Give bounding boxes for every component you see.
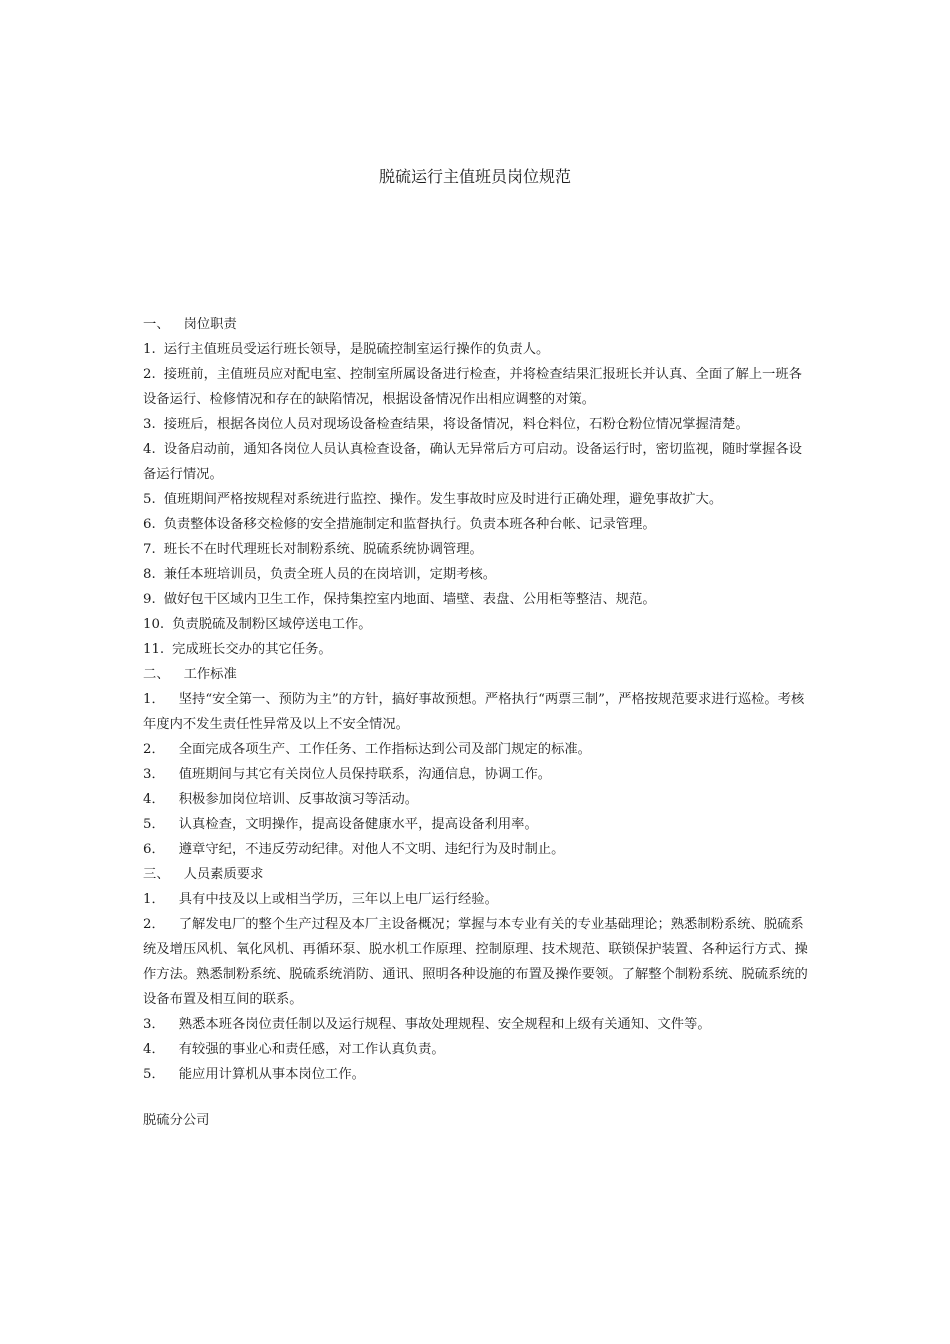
- list-item: 3. 接班后，根据各岗位人员对现场设备检查结果，将设备情况，料仓料位，石粉仓粉位情况掌握清楚。: [143, 417, 749, 432]
- list-item: 9. 做好包干区域内卫生工作，保持集控室内地面、墙壁、表盘、公用柜等整洁、规范。: [143, 592, 656, 607]
- list-item: 6. 负责整体设备移交检修的安全措施制定和监督执行。负责本班各种台帐、记录管理。: [143, 517, 656, 532]
- list-item: 7. 班长不在时代理班长对制粉系统、脱硫系统协调管理。: [143, 542, 483, 557]
- list-item: 11. 完成班长交办的其它任务。: [143, 642, 332, 657]
- section-heading-standards: 二、 工作标准: [143, 667, 237, 682]
- list-item: 5． 能应用计算机从事本岗位工作。: [143, 1067, 365, 1082]
- list-item: 4． 有较强的事业心和责任感，对工作认真负责。: [143, 1042, 445, 1057]
- list-item: 4. 设备启动前，通知各岗位人员认真检查设备，确认无异常后方可启动。设备运行时，密切监视，随时掌握各设备运行情况。: [143, 442, 802, 482]
- list-item: 10. 负责脱硫及制粉区域停送电工作。: [143, 617, 372, 632]
- list-item: 8. 兼任本班培训员，负责全班人员的在岗培训，定期考核。: [143, 567, 497, 582]
- list-item: 1. 运行主值班员受运行班长领导，是脱硫控制室运行操作的负责人。: [143, 342, 550, 357]
- list-item: 1． 坚持“安全第一、预防为主”的方针，搞好事故预想。严格执行“两票三制”，严格按规范要求进行巡检。考核年度内不发生责任性异常及以上不安全情况。: [143, 692, 805, 732]
- list-item: 1． 具有中技及以上或相当学历，三年以上电厂运行经验。: [143, 892, 498, 907]
- document-title: 脱硫运行主值班员岗位规范: [378, 167, 571, 186]
- list-item: 2. 接班前，主值班员应对配电室、控制室所属设备进行检查，并将检查结果汇报班长并认真、全面了解上一班各设备运行、检修情况和存在的缺陷情况，根据设备情况作出相应调整的对策。: [143, 367, 802, 407]
- section-heading-qualifications: 三、 人员素质要求: [143, 867, 264, 882]
- list-item: 2． 全面完成各项生产、工作任务、工作指标达到公司及部门规定的标准。: [143, 742, 591, 757]
- list-item: 5. 值班期间严格按规程对系统进行监控、操作。发生事故时应及时进行正确处理，避免事故扩大。: [143, 492, 723, 507]
- list-item: 3． 熟悉本班各岗位责任制以及运行规程、事故处理规程、安全规程和上级有关通知、文件等。: [143, 1017, 711, 1032]
- list-item: 4． 积极参加岗位培训、反事故演习等活动。: [143, 792, 419, 807]
- list-item: 5． 认真检查，文明操作，提高设备健康水平，提高设备利用率。: [143, 817, 538, 832]
- list-item: 2． 了解发电厂的整个生产过程及本厂主设备概况；掌握与本专业有关的专业基础理论；熟悉制粉系统、脱硫系统及增压风机、氧化风机、再循环泵、脱水机工作原理、控制原理、技术规范、联锁保护装置、各种运行方式、操作方法。熟悉制粉系统、脱硫系统消防、通讯、照明各种设施的布置及操作要领。了解整个制粉系统、脱硫系统的设备布置及相互间的联系。: [143, 917, 808, 1007]
- list-item: 6． 遵章守纪，不违反劳动纪律。对他人不文明、违纪行为及时制止。: [143, 842, 565, 857]
- document-body: [143, 312, 811, 1087]
- list-item: 3． 值班期间与其它有关岗位人员保持联系，沟通信息，协调工作。: [143, 767, 552, 782]
- section-heading-duties: 一、 岗位职责: [143, 317, 237, 332]
- footer-organization: 脱硫分公司: [143, 1113, 210, 1128]
